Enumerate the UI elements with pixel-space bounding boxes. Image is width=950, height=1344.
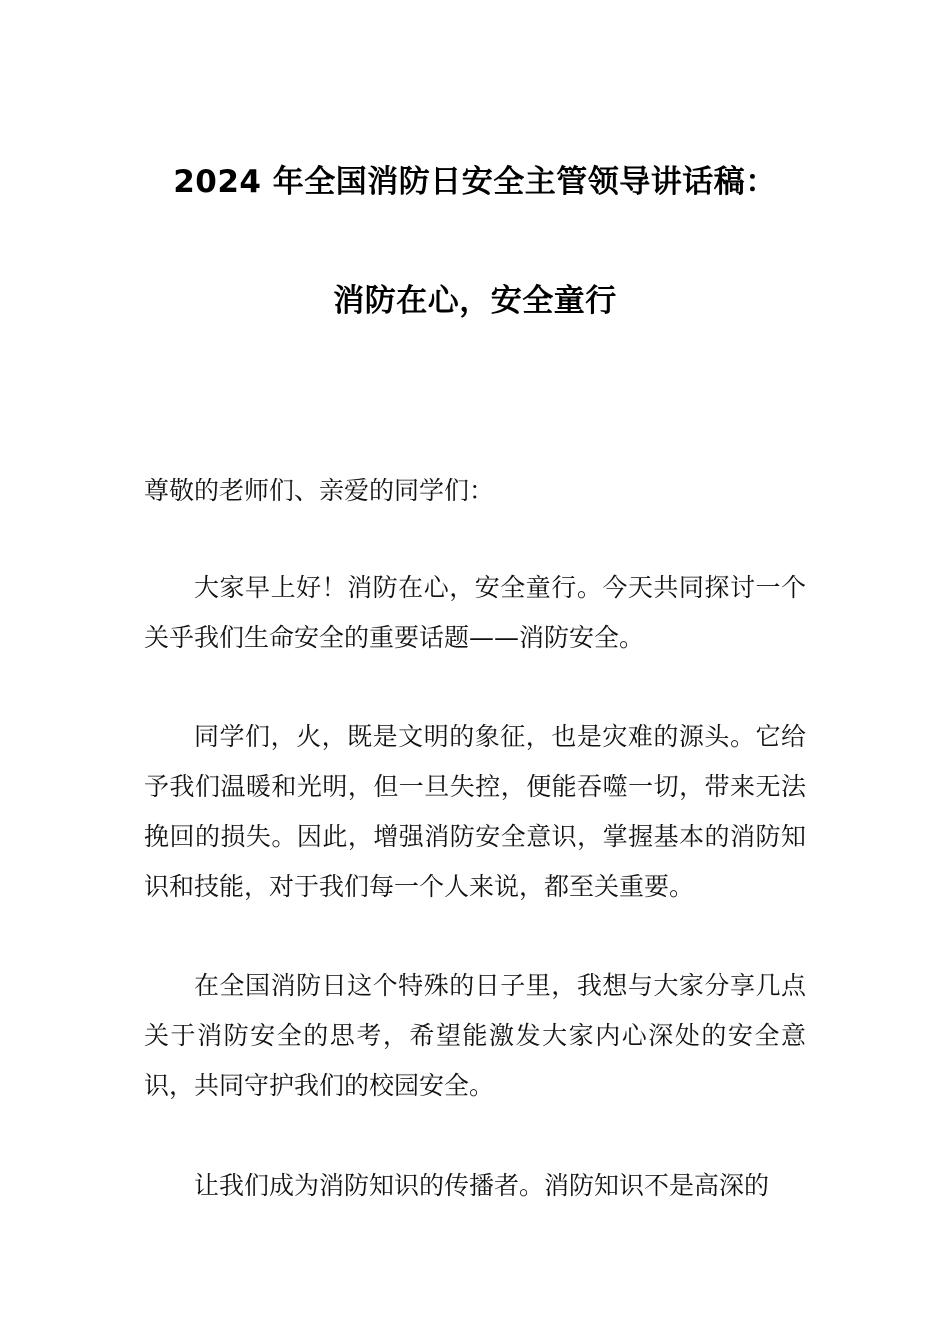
salutation: 尊敬的老师们、亲爱的同学们：: [144, 476, 495, 505]
paragraph-4: 让我们成为消防知识的传播者。消防知识不是高深的: [194, 1171, 770, 1200]
paragraph-2: 同学们，火，既是文明的象征，也是灾难的源头。它给予我们温暖和光明，但一旦失控，便能吞噬一切，带来无法挽回的损失。因此，增强消防安全意识，掌握基本的消防知识和技能，对于我们每一个人来说，都至关重要。: [144, 722, 806, 901]
document-title-line-2: 消防在心，安全童行: [333, 283, 617, 319]
paragraph-1: 大家早上好！消防在心，安全童行。今天共同探讨一个关乎我们生命安全的重要话题——消防安全。: [144, 573, 806, 652]
paragraph-3: 在全国消防日这个特殊的日子里，我想与大家分享几点关于消防安全的思考，希望能激发大家内心深处的安全意识，共同守护我们的校园安全。: [144, 971, 806, 1100]
document-title-line-1: 2024 年全国消防日安全主管领导讲话稿：: [173, 164, 777, 200]
